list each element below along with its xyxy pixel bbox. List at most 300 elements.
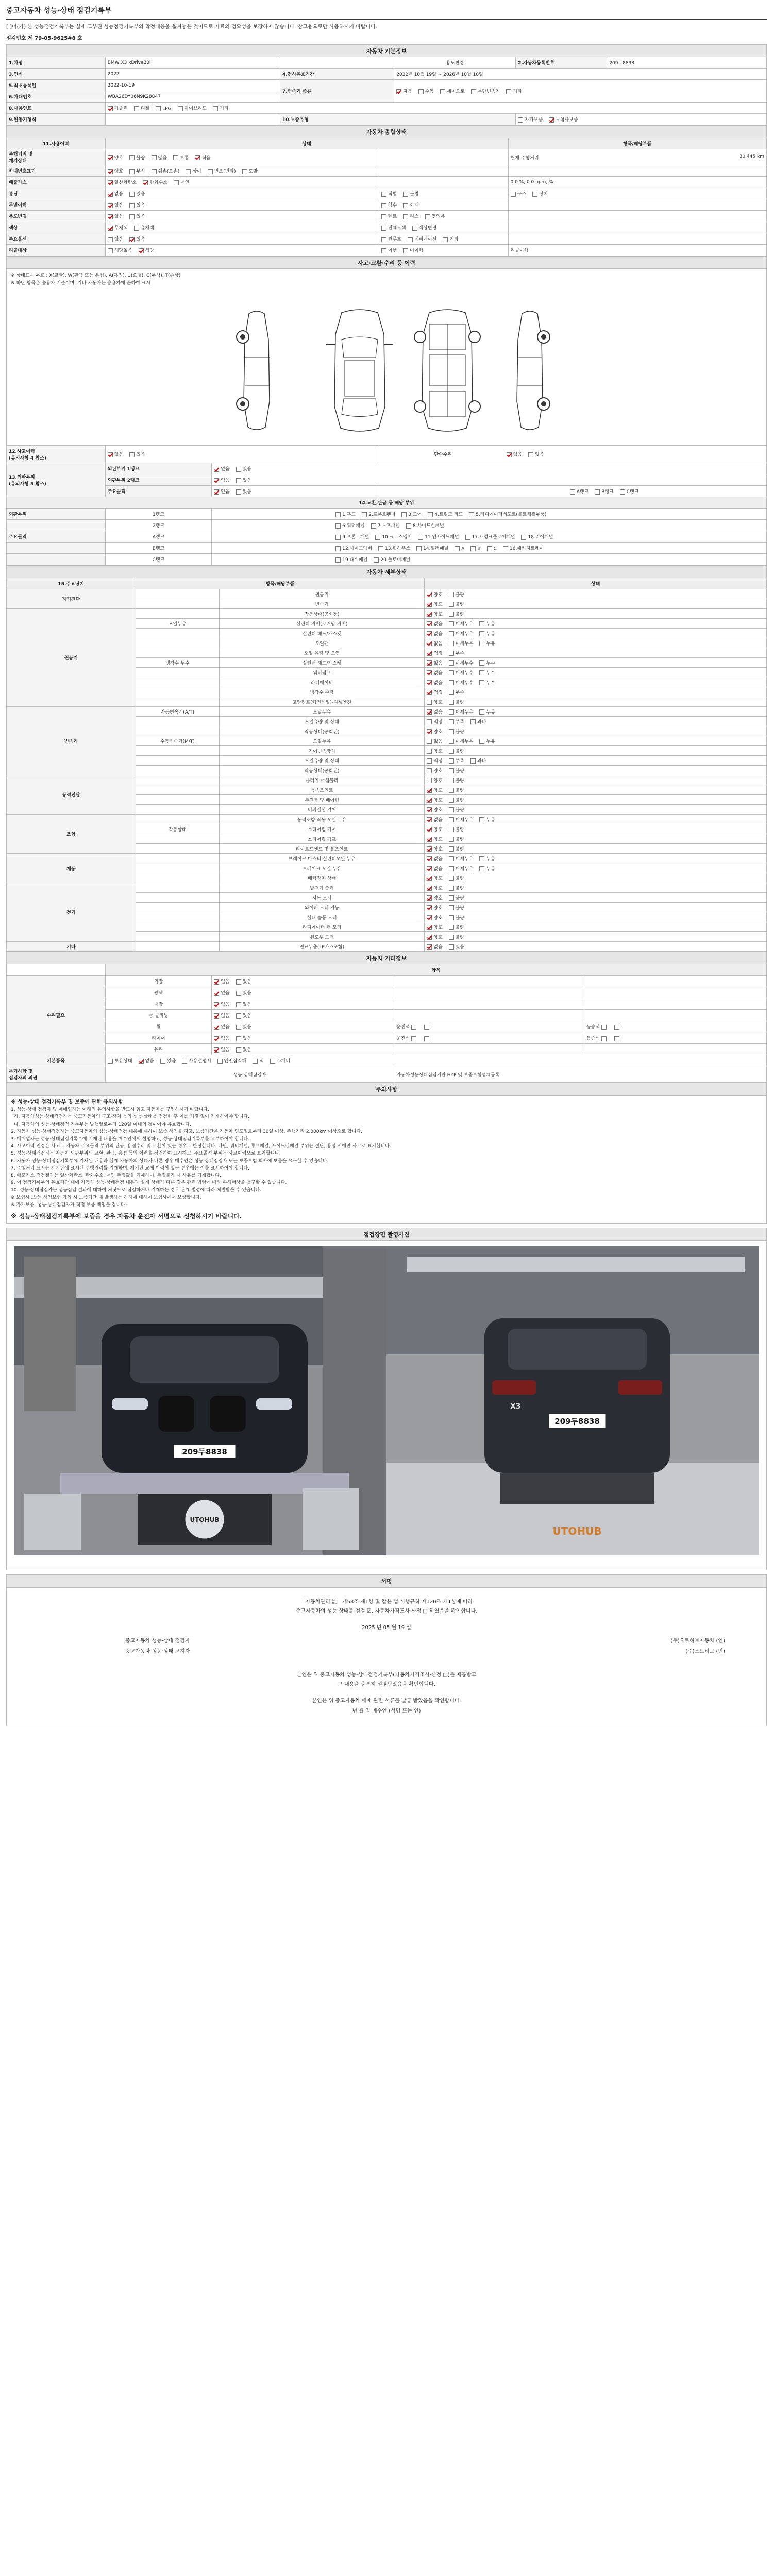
- checkbox-option[interactable]: [449, 943, 464, 950]
- checkbox-option[interactable]: [427, 699, 442, 705]
- checkbox-option[interactable]: [471, 88, 500, 94]
- checkbox-option[interactable]: [236, 1012, 251, 1019]
- checkbox-option[interactable]: [173, 154, 189, 161]
- checkbox-option[interactable]: [236, 978, 251, 985]
- unchecked-box-icon[interactable]: [614, 1025, 619, 1030]
- checkbox-option[interactable]: [236, 1035, 251, 1041]
- checkbox-option[interactable]: [208, 167, 236, 174]
- checkbox-option[interactable]: [479, 708, 495, 715]
- checked-box-icon[interactable]: [507, 452, 512, 457]
- unchecked-box-icon[interactable]: [236, 1002, 241, 1007]
- checkbox-option[interactable]: [449, 748, 464, 754]
- checkbox-option[interactable]: [214, 1035, 229, 1041]
- checkbox-option[interactable]: [236, 465, 251, 472]
- unchecked-box-icon[interactable]: [449, 798, 454, 803]
- unchecked-box-icon[interactable]: [427, 749, 432, 754]
- unchecked-box-icon[interactable]: [449, 925, 454, 930]
- checkbox-option[interactable]: [427, 767, 442, 774]
- checkbox-option[interactable]: [449, 679, 474, 686]
- unchecked-box-icon[interactable]: [411, 1025, 416, 1030]
- unchecked-box-icon[interactable]: [160, 1059, 165, 1064]
- unchecked-box-icon[interactable]: [449, 749, 454, 754]
- unchecked-box-icon[interactable]: [470, 546, 476, 551]
- checkbox-option[interactable]: [374, 556, 410, 563]
- checkbox-option[interactable]: [427, 924, 442, 930]
- checkbox-option[interactable]: [403, 190, 418, 197]
- checked-box-icon[interactable]: [108, 169, 113, 174]
- checkbox-option[interactable]: [449, 816, 474, 823]
- checked-box-icon[interactable]: [427, 690, 432, 695]
- unchecked-box-icon[interactable]: [465, 535, 470, 540]
- unchecked-box-icon[interactable]: [479, 631, 484, 636]
- checkbox-option[interactable]: [129, 451, 145, 457]
- checkbox-option[interactable]: [427, 611, 442, 617]
- checkbox-option[interactable]: [381, 213, 397, 219]
- unchecked-box-icon[interactable]: [595, 489, 600, 495]
- unchecked-box-icon[interactable]: [129, 214, 135, 219]
- checked-box-icon[interactable]: [427, 807, 432, 812]
- checkbox-option[interactable]: [449, 777, 464, 784]
- unchecked-box-icon[interactable]: [375, 535, 380, 540]
- checkbox-option[interactable]: [449, 650, 464, 656]
- unchecked-box-icon[interactable]: [518, 117, 523, 123]
- unchecked-box-icon[interactable]: [381, 248, 386, 253]
- checkbox-option[interactable]: [469, 511, 546, 517]
- checked-box-icon[interactable]: [427, 856, 432, 861]
- checked-box-icon[interactable]: [195, 155, 200, 160]
- checkbox-option[interactable]: [449, 757, 464, 764]
- unchecked-box-icon[interactable]: [152, 155, 157, 160]
- checkbox-option[interactable]: [449, 689, 464, 696]
- unchecked-box-icon[interactable]: [440, 89, 445, 94]
- checkbox-option[interactable]: [427, 855, 442, 862]
- unchecked-box-icon[interactable]: [371, 523, 376, 529]
- checkbox-option[interactable]: [427, 894, 442, 901]
- unchecked-box-icon[interactable]: [469, 512, 474, 517]
- checkbox-option[interactable]: [449, 894, 464, 901]
- checkbox-option[interactable]: [511, 190, 526, 197]
- checkbox-option[interactable]: [449, 718, 464, 725]
- checkbox-option[interactable]: [236, 1001, 251, 1007]
- checked-box-icon[interactable]: [108, 192, 113, 197]
- unchecked-box-icon[interactable]: [208, 169, 213, 174]
- unchecked-box-icon[interactable]: [449, 621, 454, 626]
- unchecked-box-icon[interactable]: [503, 546, 508, 551]
- unchecked-box-icon[interactable]: [449, 641, 454, 646]
- checked-box-icon[interactable]: [214, 1002, 219, 1007]
- checked-box-icon[interactable]: [427, 895, 432, 901]
- checkbox-option[interactable]: [418, 88, 434, 94]
- checkbox-option[interactable]: [371, 522, 400, 529]
- unchecked-box-icon[interactable]: [449, 817, 454, 822]
- checked-box-icon[interactable]: [214, 979, 219, 985]
- checkbox-option[interactable]: [449, 826, 464, 833]
- unchecked-box-icon[interactable]: [424, 1025, 429, 1030]
- checkbox-option[interactable]: [160, 1057, 176, 1064]
- unchecked-box-icon[interactable]: [335, 512, 341, 517]
- checkbox-option[interactable]: [152, 167, 180, 174]
- checkbox-option[interactable]: [143, 179, 167, 185]
- checkbox-option[interactable]: [418, 533, 459, 540]
- checkbox-option[interactable]: [427, 689, 442, 696]
- checkbox-option[interactable]: [518, 116, 543, 123]
- unchecked-box-icon[interactable]: [186, 169, 191, 174]
- checkbox-option[interactable]: [449, 738, 474, 744]
- checked-box-icon[interactable]: [427, 680, 432, 685]
- checkbox-option[interactable]: [236, 1023, 251, 1030]
- checked-box-icon[interactable]: [427, 621, 432, 626]
- checkbox-option[interactable]: [406, 522, 444, 529]
- checked-box-icon[interactable]: [427, 935, 432, 940]
- unchecked-box-icon[interactable]: [479, 709, 484, 715]
- checkbox-option[interactable]: [449, 659, 474, 666]
- unchecked-box-icon[interactable]: [374, 557, 379, 563]
- checkbox-option[interactable]: [427, 865, 442, 872]
- unchecked-box-icon[interactable]: [403, 214, 408, 219]
- checkbox-option[interactable]: [186, 167, 201, 174]
- unchecked-box-icon[interactable]: [479, 670, 484, 675]
- checkbox-option[interactable]: [362, 511, 395, 517]
- checkbox-option[interactable]: [449, 787, 464, 793]
- unchecked-box-icon[interactable]: [424, 1036, 429, 1041]
- checkbox-option[interactable]: [152, 154, 167, 161]
- unchecked-box-icon[interactable]: [134, 106, 139, 111]
- checked-box-icon[interactable]: [427, 925, 432, 930]
- checkbox-option[interactable]: [427, 885, 442, 891]
- checkbox-option[interactable]: [378, 545, 410, 551]
- unchecked-box-icon[interactable]: [408, 237, 413, 242]
- checkbox-option[interactable]: [408, 235, 436, 242]
- checked-box-icon[interactable]: [139, 1059, 144, 1064]
- checkbox-option[interactable]: [396, 88, 412, 94]
- checkbox-option[interactable]: [449, 865, 474, 872]
- checkbox-option[interactable]: [427, 650, 442, 656]
- checked-box-icon[interactable]: [108, 106, 113, 111]
- checkbox-option[interactable]: [443, 235, 458, 242]
- checkbox-option[interactable]: [449, 914, 464, 921]
- checkbox-option[interactable]: [479, 640, 495, 647]
- unchecked-box-icon[interactable]: [173, 155, 178, 160]
- checkbox-option[interactable]: [427, 904, 442, 911]
- checkbox-option[interactable]: [449, 806, 464, 813]
- checkbox-option[interactable]: [427, 757, 442, 764]
- checkbox-option[interactable]: [427, 934, 442, 940]
- unchecked-box-icon[interactable]: [449, 719, 454, 724]
- checked-box-icon[interactable]: [427, 817, 432, 822]
- unchecked-box-icon[interactable]: [381, 192, 386, 197]
- checkbox-option[interactable]: [427, 914, 442, 921]
- checkbox-option[interactable]: [108, 167, 123, 174]
- checkbox-option[interactable]: [549, 116, 578, 123]
- unchecked-box-icon[interactable]: [270, 1059, 275, 1064]
- checkbox-option[interactable]: [479, 630, 495, 637]
- checkbox-option[interactable]: [449, 836, 464, 842]
- unchecked-box-icon[interactable]: [108, 237, 113, 242]
- checkbox-option[interactable]: [449, 591, 464, 598]
- checkbox-option[interactable]: [427, 806, 442, 813]
- checkbox-option[interactable]: [427, 816, 442, 823]
- unchecked-box-icon[interactable]: [471, 89, 476, 94]
- unchecked-box-icon[interactable]: [449, 915, 454, 920]
- checkbox-option[interactable]: [270, 1057, 290, 1064]
- checkbox-option[interactable]: [427, 708, 442, 715]
- checkbox-option[interactable]: [470, 546, 480, 552]
- unchecked-box-icon[interactable]: [412, 226, 417, 231]
- unchecked-box-icon[interactable]: [129, 155, 135, 160]
- unchecked-box-icon[interactable]: [449, 935, 454, 940]
- checkbox-option[interactable]: [411, 1036, 418, 1042]
- checkbox-option[interactable]: [449, 620, 474, 627]
- unchecked-box-icon[interactable]: [570, 489, 575, 495]
- checked-box-icon[interactable]: [427, 846, 432, 852]
- checked-box-icon[interactable]: [427, 592, 432, 597]
- unchecked-box-icon[interactable]: [108, 248, 113, 253]
- checkbox-option[interactable]: [213, 105, 228, 111]
- checkbox-option[interactable]: [487, 546, 497, 552]
- unchecked-box-icon[interactable]: [479, 641, 484, 646]
- unchecked-box-icon[interactable]: [455, 546, 460, 551]
- checkbox-option[interactable]: [108, 201, 123, 208]
- checked-box-icon[interactable]: [129, 237, 135, 242]
- checkbox-option[interactable]: [449, 855, 474, 862]
- checkbox-option[interactable]: [427, 679, 442, 686]
- unchecked-box-icon[interactable]: [532, 192, 537, 197]
- checkbox-option[interactable]: [242, 167, 258, 174]
- unchecked-box-icon[interactable]: [449, 651, 454, 656]
- checkbox-option[interactable]: [449, 934, 464, 940]
- checkbox-option[interactable]: [236, 989, 251, 996]
- checked-box-icon[interactable]: [427, 709, 432, 715]
- checkbox-option[interactable]: [479, 659, 495, 666]
- checkbox-option[interactable]: [449, 669, 474, 676]
- checked-box-icon[interactable]: [214, 1025, 219, 1030]
- checkbox-option[interactable]: [449, 699, 464, 705]
- checkbox-option[interactable]: [403, 201, 418, 208]
- checkbox-option[interactable]: [174, 179, 189, 185]
- checked-box-icon[interactable]: [427, 602, 432, 607]
- unchecked-box-icon[interactable]: [443, 237, 448, 242]
- checkbox-option[interactable]: [375, 533, 412, 540]
- checkbox-option[interactable]: [507, 451, 522, 457]
- unchecked-box-icon[interactable]: [418, 535, 423, 540]
- unchecked-box-icon[interactable]: [428, 512, 433, 517]
- checkbox-option[interactable]: [440, 88, 465, 94]
- checkbox-option[interactable]: [614, 1036, 621, 1042]
- unchecked-box-icon[interactable]: [403, 192, 408, 197]
- checkbox-option[interactable]: [134, 105, 149, 111]
- checkbox-option[interactable]: [479, 865, 495, 872]
- checkbox-option[interactable]: [449, 640, 474, 647]
- checkbox-option[interactable]: [139, 247, 154, 253]
- checkbox-option[interactable]: [214, 1046, 229, 1053]
- checked-box-icon[interactable]: [427, 876, 432, 881]
- unchecked-box-icon[interactable]: [174, 180, 179, 185]
- checkbox-option[interactable]: [129, 235, 145, 242]
- checkbox-option[interactable]: [129, 213, 145, 219]
- checkbox-option[interactable]: [139, 1057, 154, 1064]
- checkbox-option[interactable]: [427, 836, 442, 842]
- checked-box-icon[interactable]: [427, 670, 432, 675]
- checkbox-option[interactable]: [129, 201, 145, 208]
- checked-box-icon[interactable]: [427, 641, 432, 646]
- unchecked-box-icon[interactable]: [129, 203, 135, 208]
- unchecked-box-icon[interactable]: [134, 226, 139, 231]
- checked-box-icon[interactable]: [214, 1013, 219, 1019]
- unchecked-box-icon[interactable]: [378, 546, 383, 551]
- unchecked-box-icon[interactable]: [425, 214, 430, 219]
- checkbox-option[interactable]: [214, 978, 229, 985]
- checkbox-option[interactable]: [214, 989, 229, 996]
- checkbox-option[interactable]: [427, 630, 442, 637]
- checked-box-icon[interactable]: [396, 89, 401, 94]
- unchecked-box-icon[interactable]: [449, 778, 454, 783]
- checkbox-option[interactable]: [470, 757, 486, 764]
- checked-box-icon[interactable]: [427, 866, 432, 871]
- unchecked-box-icon[interactable]: [479, 680, 484, 685]
- checked-box-icon[interactable]: [427, 905, 432, 910]
- checkbox-option[interactable]: [129, 167, 145, 174]
- checkbox-option[interactable]: [108, 179, 137, 185]
- unchecked-box-icon[interactable]: [449, 886, 454, 891]
- checkbox-option[interactable]: [479, 620, 495, 627]
- checked-box-icon[interactable]: [427, 798, 432, 803]
- checkbox-option[interactable]: [335, 545, 372, 551]
- checked-box-icon[interactable]: [427, 915, 432, 920]
- checkbox-option[interactable]: [465, 533, 515, 540]
- checkbox-option[interactable]: [503, 545, 544, 551]
- unchecked-box-icon[interactable]: [470, 719, 476, 724]
- checkbox-option[interactable]: [335, 556, 367, 563]
- unchecked-box-icon[interactable]: [449, 758, 454, 764]
- checkbox-option[interactable]: [108, 105, 128, 111]
- checkbox-option[interactable]: [182, 1057, 211, 1064]
- checkbox-option[interactable]: [506, 88, 522, 94]
- checkbox-option[interactable]: [427, 943, 442, 950]
- checkbox-option[interactable]: [108, 154, 123, 161]
- unchecked-box-icon[interactable]: [335, 557, 341, 563]
- checked-box-icon[interactable]: [549, 117, 554, 123]
- checkbox-option[interactable]: [449, 885, 464, 891]
- unchecked-box-icon[interactable]: [335, 523, 341, 529]
- checked-box-icon[interactable]: [108, 180, 113, 185]
- checkbox-option[interactable]: [614, 1025, 621, 1030]
- checked-box-icon[interactable]: [214, 478, 219, 483]
- checked-box-icon[interactable]: [427, 788, 432, 793]
- unchecked-box-icon[interactable]: [449, 592, 454, 597]
- checkbox-option[interactable]: [427, 748, 442, 754]
- checkbox-option[interactable]: [470, 718, 486, 725]
- checkbox-option[interactable]: [401, 511, 422, 517]
- checkbox-option[interactable]: [403, 213, 418, 219]
- unchecked-box-icon[interactable]: [362, 512, 367, 517]
- checkbox-option[interactable]: [214, 477, 229, 483]
- unchecked-box-icon[interactable]: [416, 546, 422, 551]
- checkbox-option[interactable]: [217, 1057, 246, 1064]
- unchecked-box-icon[interactable]: [427, 719, 432, 724]
- checkbox-option[interactable]: [427, 591, 442, 598]
- unchecked-box-icon[interactable]: [449, 729, 454, 734]
- checked-box-icon[interactable]: [108, 203, 113, 208]
- checked-box-icon[interactable]: [427, 886, 432, 891]
- unchecked-box-icon[interactable]: [449, 700, 454, 705]
- unchecked-box-icon[interactable]: [129, 169, 135, 174]
- checked-box-icon[interactable]: [214, 467, 219, 472]
- checked-box-icon[interactable]: [214, 1047, 219, 1053]
- unchecked-box-icon[interactable]: [614, 1036, 619, 1041]
- checkbox-option[interactable]: [236, 1046, 251, 1053]
- checkbox-option[interactable]: [455, 546, 464, 552]
- unchecked-box-icon[interactable]: [479, 660, 484, 666]
- checkbox-option[interactable]: [108, 451, 123, 457]
- checked-box-icon[interactable]: [427, 944, 432, 950]
- unchecked-box-icon[interactable]: [156, 106, 161, 111]
- unchecked-box-icon[interactable]: [427, 758, 432, 764]
- checkbox-option[interactable]: [449, 611, 464, 617]
- unchecked-box-icon[interactable]: [411, 1036, 416, 1041]
- unchecked-box-icon[interactable]: [470, 758, 476, 764]
- checked-box-icon[interactable]: [108, 155, 113, 160]
- unchecked-box-icon[interactable]: [213, 106, 218, 111]
- checkbox-option[interactable]: [381, 201, 397, 208]
- checked-box-icon[interactable]: [214, 1036, 219, 1041]
- unchecked-box-icon[interactable]: [449, 768, 454, 773]
- checkbox-option[interactable]: [427, 875, 442, 882]
- checkbox-option[interactable]: [108, 224, 128, 231]
- unchecked-box-icon[interactable]: [449, 670, 454, 675]
- unchecked-box-icon[interactable]: [108, 1059, 113, 1064]
- unchecked-box-icon[interactable]: [152, 169, 157, 174]
- unchecked-box-icon[interactable]: [479, 621, 484, 626]
- checkbox-option[interactable]: [427, 601, 442, 607]
- unchecked-box-icon[interactable]: [479, 817, 484, 822]
- checkbox-option[interactable]: [449, 767, 464, 774]
- checked-box-icon[interactable]: [427, 660, 432, 666]
- checkbox-option[interactable]: [108, 190, 123, 197]
- checkbox-option[interactable]: [129, 190, 145, 197]
- checkbox-option[interactable]: [108, 213, 123, 219]
- unchecked-box-icon[interactable]: [620, 489, 625, 495]
- unchecked-box-icon[interactable]: [182, 1059, 187, 1064]
- checkbox-option[interactable]: [381, 247, 397, 253]
- checked-box-icon[interactable]: [214, 991, 219, 996]
- checkbox-option[interactable]: [479, 679, 495, 686]
- unchecked-box-icon[interactable]: [427, 700, 432, 705]
- checkbox-option[interactable]: [427, 718, 442, 725]
- unchecked-box-icon[interactable]: [449, 660, 454, 666]
- checkbox-option[interactable]: [449, 845, 464, 852]
- checkbox-option[interactable]: [427, 669, 442, 676]
- unchecked-box-icon[interactable]: [178, 106, 183, 111]
- checked-box-icon[interactable]: [108, 214, 113, 219]
- unchecked-box-icon[interactable]: [236, 979, 241, 985]
- unchecked-box-icon[interactable]: [129, 192, 135, 197]
- checkbox-option[interactable]: [381, 224, 406, 231]
- unchecked-box-icon[interactable]: [449, 944, 454, 950]
- checked-box-icon[interactable]: [108, 452, 113, 457]
- checkbox-option[interactable]: [108, 235, 123, 242]
- checkbox-option[interactable]: [601, 1036, 608, 1042]
- unchecked-box-icon[interactable]: [403, 203, 408, 208]
- unchecked-box-icon[interactable]: [449, 788, 454, 793]
- checkbox-option[interactable]: [236, 488, 251, 495]
- checkbox-option[interactable]: [335, 522, 364, 529]
- checkbox-option[interactable]: [412, 224, 437, 231]
- unchecked-box-icon[interactable]: [449, 631, 454, 636]
- checkbox-option[interactable]: [449, 728, 464, 735]
- checkbox-option[interactable]: [381, 190, 397, 197]
- checkbox-option[interactable]: [403, 247, 423, 253]
- unchecked-box-icon[interactable]: [406, 523, 411, 529]
